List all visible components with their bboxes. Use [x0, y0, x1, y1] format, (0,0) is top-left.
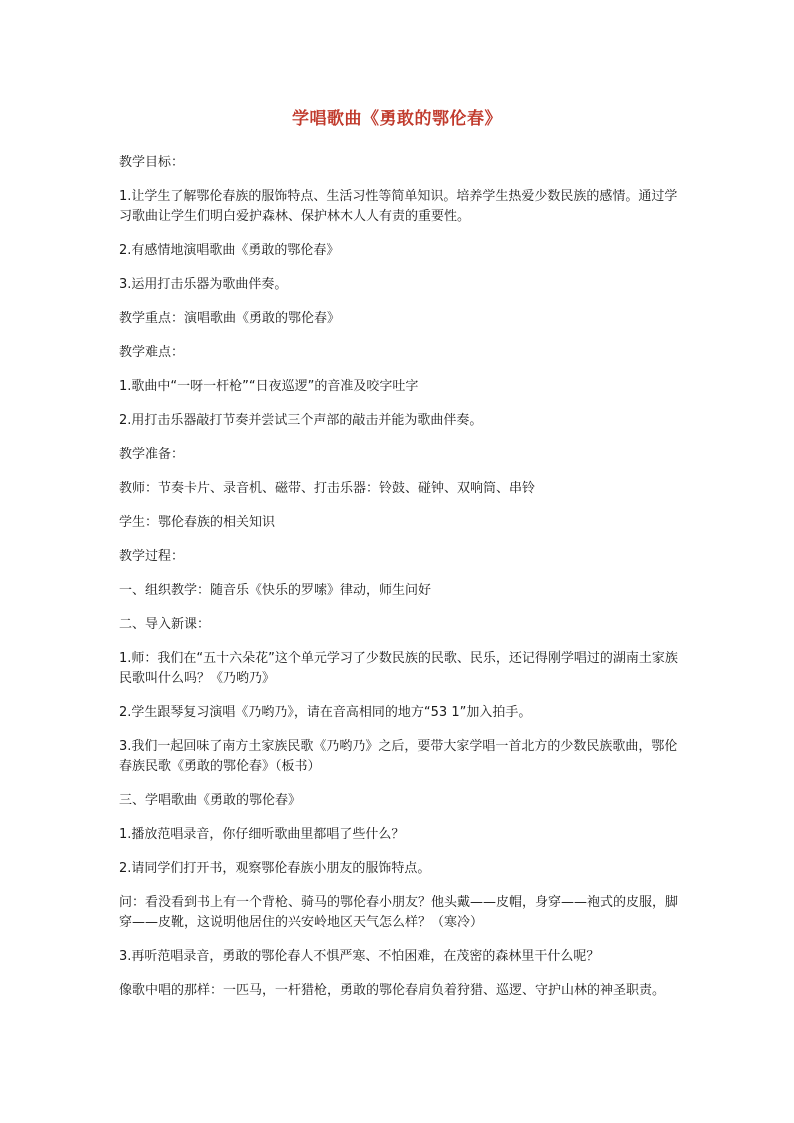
paragraph: 一、组织教学：随音乐《快乐的罗嗦》律动，师生问好 [119, 583, 432, 598]
document-body [119, 153, 681, 1015]
paragraph: 教学目标： [119, 155, 185, 170]
paragraph: 教学难点： [119, 345, 185, 360]
paragraph: 2.有感情地演唱歌曲《勇敢的鄂伦春》 [119, 243, 340, 258]
paragraph: 教学过程： [119, 549, 185, 564]
paragraph: 1.让学生了解鄂伦春族的服饰特点、生活习性等简单知识。培养学生热爱少数民族的感情。通过学习歌曲让学生们明白爱护森林、保护林木人人有责的重要性。 [119, 189, 678, 224]
paragraph: 像歌中唱的那样：一匹马，一杆猎枪，勇敢的鄂伦春肩负着狩猎、巡逻、守护山林的神圣职责。 [119, 983, 666, 998]
paragraph: 二、导入新课： [119, 617, 211, 632]
paragraph: 2.用打击乐器敲打节奏并尝试三个声部的敲击并能为歌曲伴奏。 [119, 413, 483, 428]
paragraph: 教师：节奏卡片、录音机、磁带、打击乐器：铃鼓、碰钟、双响筒、串铃 [119, 481, 536, 496]
paragraph: 三、学唱歌曲《勇敢的鄂伦春》 [119, 793, 302, 808]
paragraph: 3.我们一起回味了南方土家族民歌《乃哟乃》之后，要带大家学唱一首北方的少数民族歌曲，鄂伦春族民歌《勇敢的鄂伦春》（板书） [119, 739, 678, 774]
paragraph: 1.播放范唱录音，你仔细听歌曲里都唱了些什么？ [119, 827, 405, 842]
paragraph: 3.再听范唱录音，勇敢的鄂伦春人不惧严寒、不怕困难，在茂密的森林里干什么呢？ [119, 949, 600, 964]
paragraph: 1.歌曲中“一呀一杆枪”“日夜巡逻”的音准及咬字吐字 [119, 379, 419, 394]
document-title: 学唱歌曲《勇敢的鄂伦春》 [292, 109, 502, 129]
paragraph: 教学准备： [119, 447, 185, 462]
paragraph: 学生：鄂伦春族的相关知识 [119, 515, 276, 530]
paragraph: 问：看没看到书上有一个背枪、骑马的鄂伦春小朋友？他头戴——皮帽，身穿——袍式的皮服，脚穿——皮靴，这说明他居住的兴安岭地区天气怎么样？（寒冷） [119, 895, 679, 930]
paragraph: 3.运用打击乐器为歌曲伴奏。 [119, 277, 288, 292]
paragraph: 教学重点：演唱歌曲《勇敢的鄂伦春》 [119, 311, 341, 326]
paragraph: 2.请同学们打开书，观察鄂伦春族小朋友的服饰特点。 [119, 861, 431, 876]
paragraph: 2.学生跟琴复习演唱《乃哟乃》，请在音高相同的地方“53 1”加入拍手。 [119, 705, 532, 720]
paragraph: 1.师：我们在“五十六朵花”这个单元学习了少数民族的民歌、民乐，还记得刚学唱过的湖南土家族民歌叫什么吗？《乃哟乃》 [119, 651, 678, 686]
